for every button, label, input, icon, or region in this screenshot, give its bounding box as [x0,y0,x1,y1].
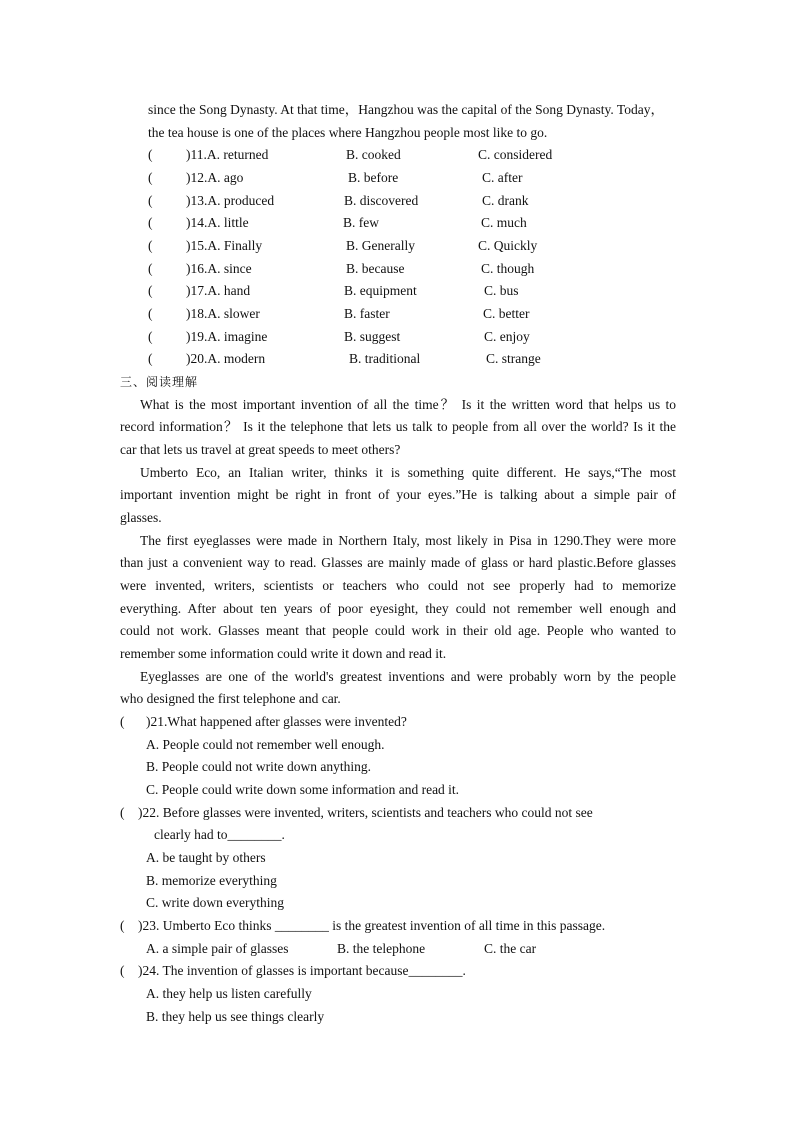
cloze-item-16 [148,260,568,278]
cloze-item-18 [148,305,568,323]
option-b: B. few [343,215,379,230]
option-b: B. equipment [344,283,417,298]
question-number-option-a: )13.A. produced [186,193,275,208]
option-c: C. bus [484,283,519,298]
q21-stem: )21.What happened after glasses were invented? [146,714,407,729]
q23-answer-paren[interactable]: ( [120,918,125,933]
question-number-option-a: )17.A. hand [186,283,251,298]
section-title-reading: 三、阅读理解 [120,375,199,389]
passage-p3-line-2: than just a convenient way to read. Glasses are mainly made of glass or hard plastic.Before glasses [120,555,676,570]
option-c: C. considered [478,147,553,162]
option-b: B. traditional [349,351,421,366]
option-c: C. better [483,306,530,321]
passage-p4-line-1: Eyeglasses are one of the world's greatest inventions and were probably worn by the people [140,669,676,684]
intro-line-2: the tea house is one of the places where Hangzhou people most like to go. [148,125,548,140]
cloze-item-15 [148,237,568,255]
option-c: C. much [481,215,527,230]
answer-paren[interactable]: ( [148,261,153,276]
passage-p3-line-5: could not work. Glasses meant that people could work in their old age. People who wanted to [120,623,676,638]
option-c: C. enjoy [484,329,530,344]
q24-option-b: B. they help us see things clearly [146,1009,325,1024]
q21-option-c: C. People could write down some information and read it. [146,782,460,797]
answer-paren[interactable]: ( [148,215,153,230]
passage-p2-line-1: Umberto Eco, an Italian writer, thinks it is something quite different. He says,“The most [140,465,676,480]
answer-paren[interactable]: ( [148,238,153,253]
cloze-item-11 [148,146,568,164]
option-b: B. suggest [344,329,401,344]
passage-p1-line-1: What is the most important invention of all the time？ Is it the written word that helps us to [140,397,676,412]
q21-option-a: A. People could not remember well enough. [146,737,385,752]
option-b: B. before [348,170,399,185]
question-number-option-a: )18.A. slower [186,306,260,321]
question-number-option-a: )20.A. modern [186,351,266,366]
answer-paren[interactable]: ( [148,147,153,162]
q23-option-a: A. a simple pair of glasses [146,941,289,956]
cloze-item-19 [148,328,568,346]
q22-option-b: B. memorize everything [146,873,277,888]
passage-p3-line-1: The first eyeglasses were made in Northern Italy, most likely in Pisa in 1290.They were more [140,533,676,548]
q21-answer-paren[interactable]: ( [120,714,125,729]
option-b: B. faster [344,306,390,321]
question-number-option-a: )15.A. Finally [186,238,263,253]
passage-p4-line-2: who designed the first telephone and car. [120,691,341,706]
cloze-item-13 [148,192,568,210]
q24-answer-paren[interactable]: ( [120,963,125,978]
q24-stem: )24. The invention of glasses is important because________. [138,963,466,978]
q22-option-c: C. write down everything [146,895,284,910]
q22-answer-paren[interactable]: ( [120,805,125,820]
answer-paren[interactable]: ( [148,170,153,185]
answer-paren[interactable]: ( [148,306,153,321]
passage-p3-line-6: remember some information could write it down and read it. [120,646,447,661]
question-number-option-a: )11.A. returned [186,147,269,162]
passage-p3-line-4: everything. After about ten years of poor eyesight, they could not remember well enough and [120,601,676,616]
option-c: C. drank [482,193,529,208]
q23-option-c: C. the car [484,941,537,956]
answer-paren[interactable]: ( [148,193,153,208]
question-number-option-a: )12.A. ago [186,170,244,185]
passage-p2-line-2: important invention might be right in front of your eyes.”He is talking about a simple pair of [120,487,676,502]
cloze-item-14 [148,214,568,232]
q22-stem-continued: clearly had to________. [154,827,285,842]
option-c: C. after [482,170,523,185]
q24-option-a: A. they help us listen carefully [146,986,312,1001]
passage-p1-line-3: car that lets us travel at great speeds to meet others? [120,442,401,457]
option-c: C. strange [486,351,541,366]
option-b: B. discovered [344,193,419,208]
cloze-item-17 [148,282,568,300]
answer-paren[interactable]: ( [148,283,153,298]
option-c: C. Quickly [478,238,538,253]
question-number-option-a: )16.A. since [186,261,252,276]
passage-p3-line-3: were invented, writers, scientists or teachers who could not see properly had to memorize [120,578,676,593]
intro-line-1: since the Song Dynasty. At that time，Hangzhou was the capital of the Song Dynasty. Today， [148,102,664,117]
cloze-item-20 [148,350,568,368]
option-c: C. though [481,261,535,276]
option-b: B. Generally [346,238,415,253]
answer-paren[interactable]: ( [148,329,153,344]
q22-stem: )22. Before glasses were invented, writers, scientists and teachers who could not see [138,805,593,820]
cloze-item-12 [148,169,568,187]
q23-stem: )23. Umberto Eco thinks ________ is the greatest invention of all time in this passage. [138,918,606,933]
passage-p2-line-3: glasses. [120,510,162,525]
q23-option-b: B. the telephone [337,941,426,956]
passage-p1-line-2: record information？ Is it the telephone that lets us talk to people from all over the world? Is it the [120,419,676,434]
q22-option-a: A. be taught by others [146,850,266,865]
question-number-option-a: )14.A. little [186,215,249,230]
question-number-option-a: )19.A. imagine [186,329,268,344]
q21-option-b: B. People could not write down anything. [146,759,371,774]
option-b: B. because [346,261,405,276]
answer-paren[interactable]: ( [148,351,153,366]
option-b: B. cooked [346,147,401,162]
